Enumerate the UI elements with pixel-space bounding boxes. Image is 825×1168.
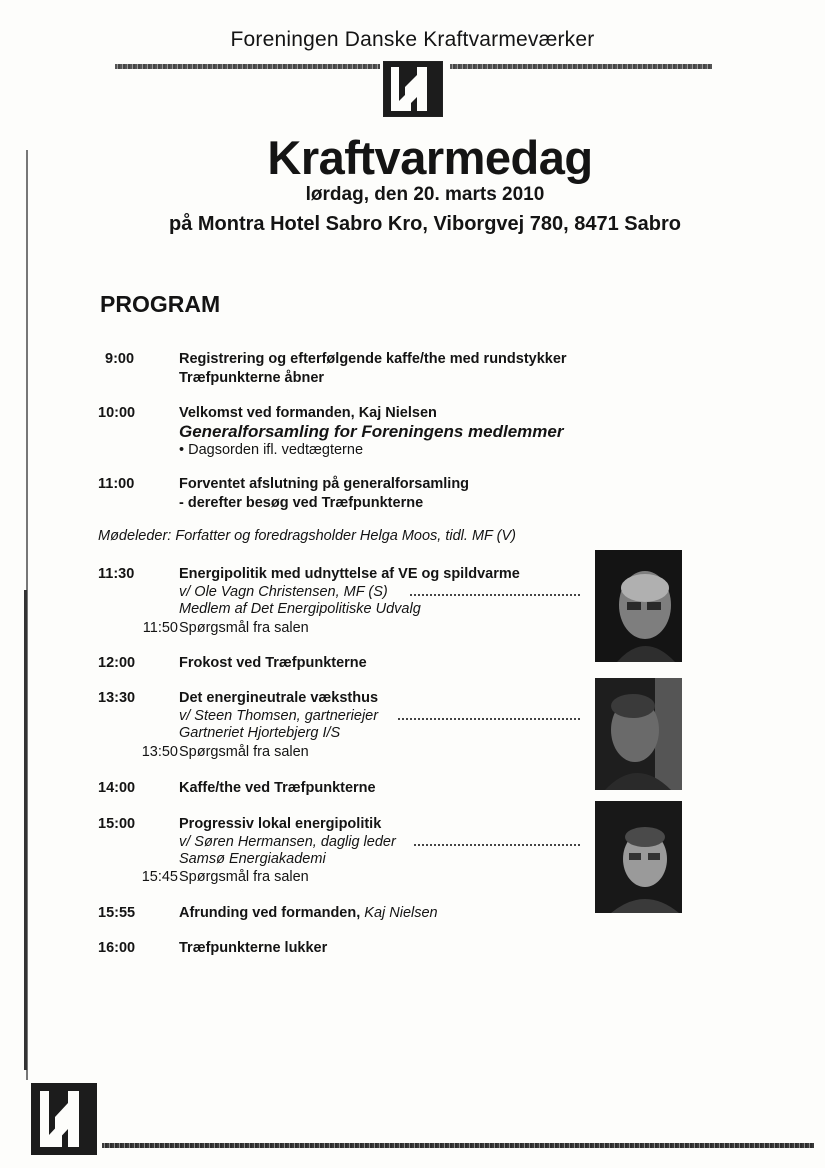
left-margin-bar bbox=[24, 590, 27, 1070]
item-1100-line2: - derefter besøg ved Træfpunkterne bbox=[179, 495, 424, 511]
time-1200: 12:00 bbox=[98, 655, 136, 671]
program-heading: PROGRAM bbox=[100, 291, 221, 317]
event-venue: på Montra Hotel Sabro Kro, Viborgvej 780, 8471 Sabro bbox=[168, 213, 681, 235]
item-1330-speaker: v/ Steen Thomsen, gartneriejer bbox=[179, 708, 379, 724]
qa-text-1545: Spørgsmål fra salen bbox=[179, 869, 309, 885]
item-1555-title-italic: Kaj Nielsen bbox=[364, 905, 438, 921]
time-1000: 10:00 bbox=[98, 405, 136, 421]
item-1500-affiliation: Samsø Energiakademi bbox=[179, 851, 326, 867]
item-1130-affiliation: Medlem af Det Energipolitiske Udvalg bbox=[179, 601, 421, 617]
item-1100-line1: Forventet afslutning på generalforsamling bbox=[179, 476, 470, 492]
header-rule-right bbox=[450, 64, 712, 69]
time-1500: 15:00 bbox=[98, 816, 136, 832]
logo-icon bbox=[383, 61, 443, 117]
time-1330: 13:30 bbox=[98, 690, 136, 706]
qa-time-1150: 11:50 bbox=[142, 620, 178, 636]
time-1130: 11:30 bbox=[98, 566, 135, 582]
item-1600-title: Træfpunkterne lukker bbox=[179, 940, 328, 956]
page-title: Kraftvarmedag bbox=[267, 131, 593, 184]
item-1000-line3: • Dagsorden ifl. vedtægterne bbox=[179, 442, 364, 458]
speaker-leader-dots bbox=[410, 594, 580, 596]
time-0900: 9:00 bbox=[105, 351, 135, 367]
item-1200-title: Frokost ved Træfpunkterne bbox=[179, 655, 367, 671]
item-1130-speaker: v/ Ole Vagn Christensen, MF (S) bbox=[179, 584, 388, 600]
item-1500-speaker: v/ Søren Hermansen, daglig leder bbox=[179, 834, 396, 850]
footer-logo-icon bbox=[31, 1083, 97, 1155]
time-1100: 11:00 bbox=[98, 476, 135, 492]
moderator-line: Mødeleder: Forfatter og foredragsholder Helga Moos, tidl. MF (V) bbox=[98, 528, 516, 544]
footer-rule bbox=[102, 1143, 814, 1148]
item-1130-title: Energipolitik med udnyttelse af VE og spildvarme bbox=[179, 566, 520, 582]
speaker-photo-2 bbox=[595, 678, 682, 790]
qa-text-1350: Spørgsmål fra salen bbox=[179, 744, 309, 760]
item-1000-line1: Velkomst ved formanden, Kaj Nielsen bbox=[179, 405, 437, 421]
qa-time-1350: 13:50 bbox=[141, 744, 178, 760]
header-rule-left bbox=[115, 64, 380, 69]
speaker-photo-1 bbox=[595, 550, 682, 662]
item-1555-title bbox=[179, 905, 438, 921]
item-0900-line2: Træfpunkterne åbner bbox=[179, 370, 325, 386]
qa-time-1545: 15:45 bbox=[141, 869, 178, 885]
time-1555: 15:55 bbox=[98, 905, 136, 921]
speaker-photo-3 bbox=[595, 801, 682, 913]
item-1000-line2: Generalforsamling for Foreningens medlemmer bbox=[179, 422, 564, 441]
item-0900-line1: Registrering og efterfølgende kaffe/the med rundstykker bbox=[179, 351, 567, 367]
speaker-leader-dots bbox=[414, 844, 580, 846]
item-1555-title-bold: Afrunding ved formanden, bbox=[179, 905, 361, 921]
qa-text-1150: Spørgsmål fra salen bbox=[179, 620, 309, 636]
organization-name: Foreningen Danske Kraftvarmeværker bbox=[230, 28, 595, 51]
time-1600: 16:00 bbox=[98, 940, 136, 956]
time-1400: 14:00 bbox=[98, 780, 136, 796]
event-date: lørdag, den 20. marts 2010 bbox=[305, 184, 545, 205]
item-1400-title: Kaffe/the ved Træfpunkterne bbox=[179, 780, 376, 796]
speaker-leader-dots bbox=[398, 718, 580, 720]
item-1500-title: Progressiv lokal energipolitik bbox=[179, 816, 382, 832]
item-1330-title: Det energineutrale væksthus bbox=[179, 690, 379, 706]
item-1330-affiliation: Gartneriet Hjortebjerg I/S bbox=[179, 725, 341, 741]
